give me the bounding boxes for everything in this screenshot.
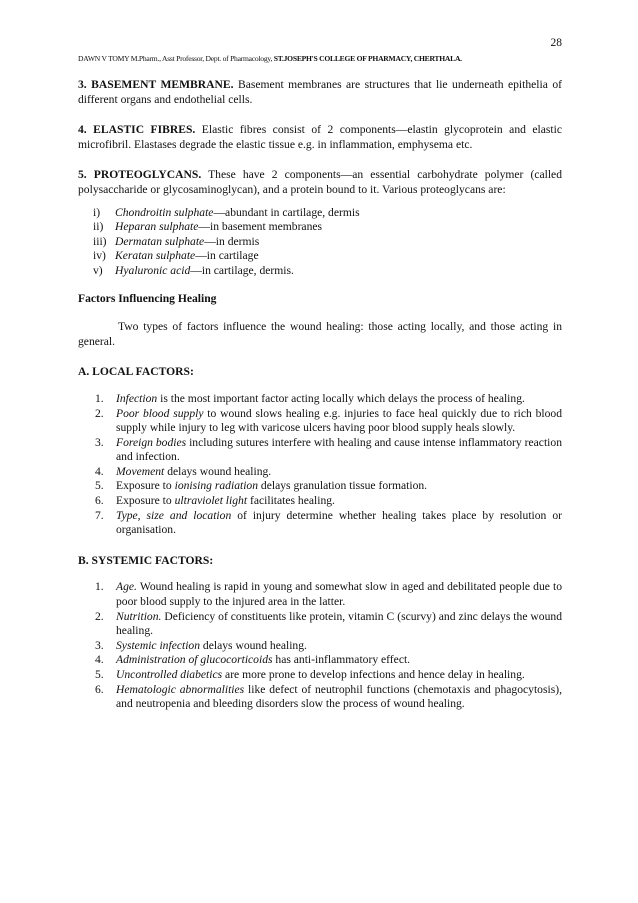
section-text: These have 2 components—an essential carbohydrate polymer (called polysaccharide or glycosaminoglycan), and a protein bound to it. Various proteoglycans are:: [78, 168, 562, 196]
list-item: [78, 465, 562, 480]
list-marker: 2.: [95, 406, 104, 420]
section-title: 3. BASEMENT MEMBRANE.: [78, 78, 234, 91]
section-title: 4. ELASTIC FIBRES.: [78, 123, 196, 137]
list-item: [78, 653, 562, 668]
list-marker: 2.: [95, 609, 104, 623]
list-item: [78, 392, 562, 407]
list-marker: 3.: [95, 435, 104, 449]
list-item: [78, 436, 562, 465]
list-term: Uncontrolled diabetics: [116, 668, 223, 681]
list-marker: ii): [93, 220, 104, 234]
list-marker: 1.: [95, 391, 104, 405]
list-desc: Deficiency of constituents like protein, vitamin C (scurvy) and zinc delays the wound healing.: [116, 609, 562, 638]
header-college: ST.JOSEPH'S COLLEGE OF PHARMACY, CHERTHALA.: [273, 54, 462, 63]
list-marker: 7.: [95, 508, 104, 522]
section-basement-membrane: [78, 78, 562, 107]
list-desc: delays granulation tissue formation.: [258, 479, 428, 493]
list-term: Poor blood supply: [116, 406, 204, 420]
list-marker: iv): [93, 249, 106, 263]
systemic-factors-heading: B. SYSTEMIC FACTORS:: [78, 553, 214, 567]
list-desc: like defect of neutrophil functions (chemotaxis and phagocytosis), and neutropenia and bleeding disorders slow the process of wound healing.: [116, 682, 562, 711]
list-item: [78, 235, 562, 250]
list-term: Nutrition.: [116, 609, 162, 623]
list-item: [78, 683, 562, 712]
list-desc: delays wound healing.: [200, 638, 307, 652]
list-desc: including sutures interfere with healing and cause intense inflammatory reaction and infection.: [116, 435, 562, 464]
list-term: Type, size and location: [116, 508, 232, 522]
page-number: 28: [550, 37, 562, 49]
list-marker: 5.: [95, 668, 104, 681]
list-marker: 4.: [95, 464, 104, 478]
list-term: Infection: [116, 391, 158, 405]
list-item: [78, 494, 562, 509]
list-term: Heparan sulphate: [115, 220, 199, 234]
list-marker: 6.: [95, 682, 104, 696]
list-term: Keratan sulphate: [115, 249, 196, 263]
proteoglycan-list: [78, 206, 562, 279]
list-marker: i): [93, 205, 101, 219]
list-item: [78, 206, 562, 221]
list-term: Hyaluronic acid: [115, 263, 191, 277]
systemic-factors-list: [78, 580, 562, 711]
section-text: Basement membranes are structures that lie underneath epithelia of different organs and endothelial cells.: [78, 78, 562, 106]
header-author: DAWN V TOMY M.Pharm., Asst Professor, Dept. of Pharmacology,: [78, 54, 273, 63]
list-item: [78, 220, 562, 235]
list-desc: —in basement membranes: [198, 220, 323, 234]
factors-intro: Two types of factors influence the wound healing: those acting locally, and those acting in general.: [78, 320, 562, 348]
list-desc: facilitates healing.: [247, 494, 335, 508]
list-term: Age.: [116, 580, 137, 594]
list-item: [78, 610, 562, 639]
section-elastic-fibres: [78, 123, 562, 152]
list-marker: 4.: [95, 653, 104, 667]
list-desc: —in cartilage, dermis.: [190, 263, 294, 277]
list-item: [78, 580, 562, 609]
list-marker: v): [93, 263, 103, 277]
list-desc: has anti-inflammatory effect.: [272, 653, 411, 667]
list-prefix: Exposure to: [116, 494, 175, 508]
list-term: Movement: [116, 464, 165, 478]
list-marker: iii): [93, 234, 107, 248]
page-header: [78, 52, 562, 67]
list-term: Foreign bodies: [116, 435, 187, 449]
section-text: Elastic fibres consist of 2 components—elastin glycoprotein and elastic microfibril. Elastases degrade the elastic tissue e.g. in inflammation, emphysema etc.: [78, 123, 562, 151]
list-desc: to wound slows healing e.g. injuries to face heal quickly due to rich blood supply while injury to leg with varicose ulcers having poor blood supply heals slowly.: [116, 406, 562, 435]
list-marker: 6.: [95, 494, 104, 508]
list-item: [78, 509, 562, 538]
local-factors-list: [78, 392, 562, 538]
list-item: [78, 407, 562, 436]
list-item: [78, 264, 562, 279]
section-proteoglycans: [78, 168, 562, 197]
list-marker: 3.: [95, 638, 104, 652]
list-term: ultraviolet light: [174, 494, 248, 508]
list-term: Systemic infection: [116, 638, 201, 652]
list-desc: —in dermis: [204, 234, 260, 248]
list-desc: delays wound healing.: [164, 464, 272, 478]
section-title: 5. PROTEOGLYCANS.: [78, 168, 202, 182]
list-item: [78, 249, 562, 264]
list-desc: Wound healing is rapid in young and somewhat slow in aged and debilitated people due to poor blood supply to the injured area in the latter.: [116, 580, 562, 609]
page-content: [78, 78, 562, 712]
list-item: [78, 639, 562, 654]
list-desc: of injury determine whether healing takes place by resolution or organisation.: [116, 508, 562, 537]
list-desc: —abundant in cartilage, dermis: [213, 205, 360, 219]
list-desc: are more prone to develop infections and hence delay in healing.: [222, 668, 525, 681]
list-marker: 1.: [95, 580, 104, 594]
list-marker: 5.: [95, 479, 104, 493]
list-item: [78, 479, 562, 494]
factors-heading: Factors Influencing Healing: [78, 291, 217, 305]
list-term: Dermatan sulphate: [115, 234, 205, 248]
local-factors-heading: A. LOCAL FACTORS:: [78, 365, 194, 379]
list-desc: —in cartilage: [195, 249, 259, 263]
list-term: Administration of glucocorticoids: [116, 653, 273, 667]
list-term: Chondroitin sulphate: [115, 205, 214, 219]
list-term: Hematologic abnormalities: [116, 682, 245, 696]
list-item: [78, 668, 562, 683]
list-term: ionising radiation: [174, 479, 259, 493]
list-desc: is the most important factor acting locally which delays the process of healing.: [157, 391, 525, 405]
list-prefix: Exposure to: [116, 479, 175, 493]
